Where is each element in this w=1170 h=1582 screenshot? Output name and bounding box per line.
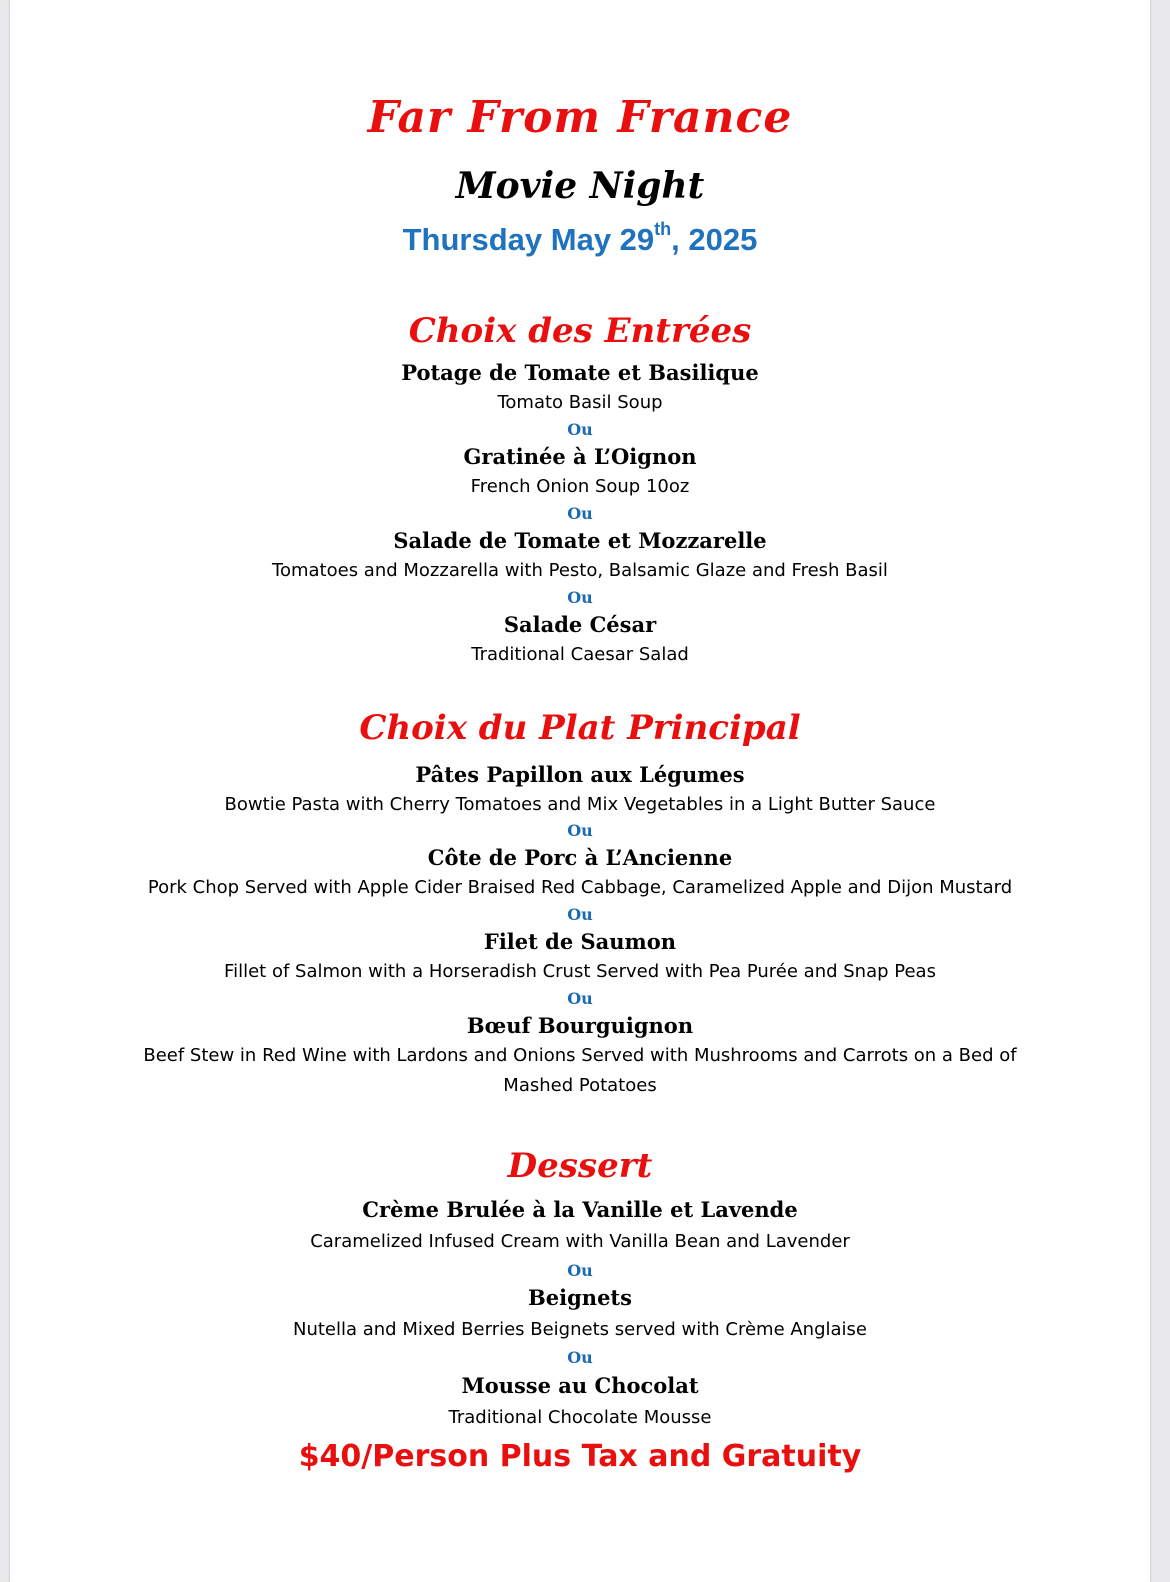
event-date-suffix: th [654, 218, 672, 239]
entree-desc: Traditional Caesar Salad [471, 644, 689, 665]
entree-name: Potage de Tomate et Basilique [401, 360, 759, 385]
dessert-name: Mousse au Chocolat [461, 1373, 699, 1398]
ou-separator: Ou [567, 821, 593, 840]
plat-name: Côte de Porc à L’Ancienne [427, 845, 733, 870]
event-date-year: , 2025 [671, 222, 758, 257]
plats-heading: Choix du Plat Principal [359, 708, 801, 748]
entree-name: Gratinée à L’Oignon [463, 444, 697, 469]
ou-separator: Ou [567, 588, 593, 607]
price-line: $40/Person Plus Tax and Gratuity [298, 1439, 862, 1474]
entree-desc: French Onion Soup 10oz [470, 476, 690, 497]
event-date-main: Thursday May 29 [402, 222, 655, 257]
ou-separator: Ou [567, 1261, 593, 1280]
plat-desc-continued: Mashed Potatoes [503, 1075, 657, 1096]
entree-desc: Tomatoes and Mozzarella with Pesto, Balsamic Glaze and Fresh Basil [272, 560, 888, 581]
plat-desc: Bowtie Pasta with Cherry Tomatoes and Mix Vegetables in a Light Butter Sauce [224, 794, 936, 815]
plat-name: Pâtes Papillon aux Légumes [415, 762, 745, 787]
ou-separator: Ou [567, 504, 593, 523]
plat-desc: Beef Stew in Red Wine with Lardons and Onions Served with Mushrooms and Carrots on a Bed of [143, 1045, 1017, 1066]
dessert-desc: Nutella and Mixed Berries Beignets served with Crème Anglaise [292, 1319, 867, 1340]
event-date [10, 218, 1150, 259]
entree-desc: Tomato Basil Soup [497, 392, 663, 413]
dessert-heading: Dessert [507, 1146, 653, 1186]
dessert-name: Crème Brulée à la Vanille et Lavende [362, 1197, 798, 1222]
entree-name: Salade César [503, 612, 657, 637]
ou-separator: Ou [567, 989, 593, 1008]
entrees-heading: Choix des Entrées [408, 311, 752, 351]
plat-desc: Pork Chop Served with Apple Cider Braised Red Cabbage, Caramelized Apple and Dijon Mustard [147, 877, 1013, 898]
ou-separator: Ou [567, 1348, 593, 1367]
plat-name: Bœuf Bourguignon [466, 1013, 694, 1038]
plat-name: Filet de Saumon [483, 929, 677, 954]
dessert-desc: Traditional Chocolate Mousse [448, 1407, 712, 1428]
ou-separator: Ou [567, 420, 593, 439]
ou-separator: Ou [567, 905, 593, 924]
dessert-name: Beignets [528, 1285, 632, 1310]
entree-name: Salade de Tomate et Mozzarelle [393, 528, 767, 553]
menu-title: Far From France [367, 92, 793, 143]
menu-subtitle: Movie Night [455, 165, 705, 207]
menu-page [10, 0, 1150, 1582]
plat-desc: Fillet of Salmon with a Horseradish Crust Served with Pea Purée and Snap Peas [224, 961, 936, 982]
dessert-desc: Caramelized Infused Cream with Vanilla Bean and Lavender [310, 1231, 850, 1252]
